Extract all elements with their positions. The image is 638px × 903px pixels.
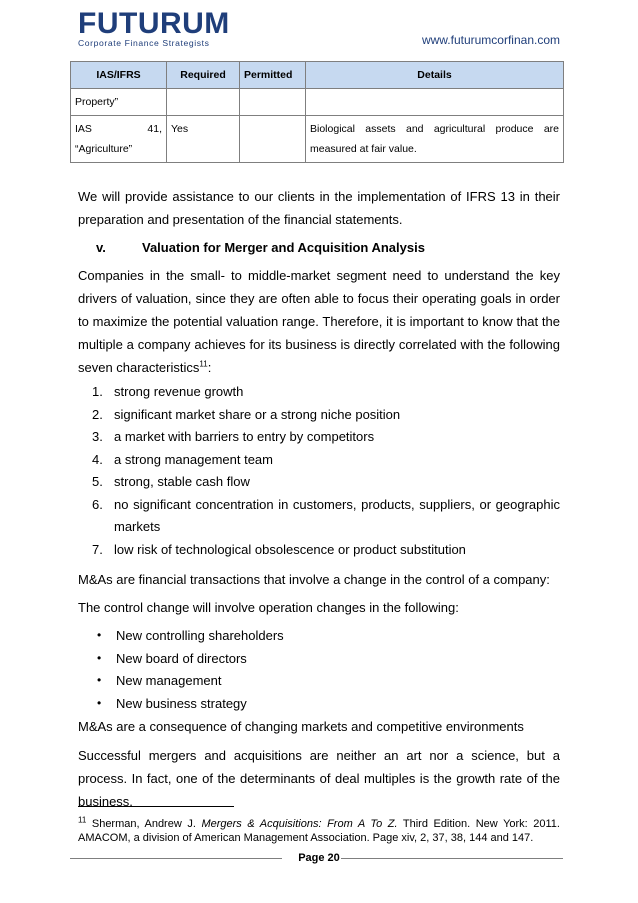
bullet-icon: • [97, 695, 102, 710]
table-cell [167, 89, 240, 116]
paragraph-successful-ma: Successful mergers and acquisitions are neither an art nor a science, but a process. In fact, one of the determinants of deal multiples is the growth rate of the business. [78, 748, 560, 809]
list-text: New management [116, 673, 222, 688]
cell-text: measured at fair value. [310, 143, 417, 155]
cell-text: IAS [75, 123, 92, 135]
paragraph-control-change: The control change will involve operation changes in the following: [78, 600, 459, 615]
cell-text: 41, [147, 123, 162, 135]
characteristics-list [92, 381, 560, 561]
list-item [92, 449, 560, 472]
list-text: New controlling shareholders [116, 628, 284, 643]
list-item [97, 670, 284, 693]
paragraph-valuation [78, 264, 560, 379]
control-change-list [97, 625, 284, 715]
list-number: 7. [92, 541, 103, 557]
col-header-permitted: Permitted [240, 62, 306, 89]
table-cell [240, 116, 306, 163]
footnote-separator [78, 806, 234, 807]
page-number: Page 20 [298, 852, 340, 864]
footnote-author: Sherman, Andrew J. [91, 818, 196, 830]
list-item [97, 648, 284, 671]
footnote [78, 817, 560, 845]
logo-wordmark: FUTURUM [78, 7, 230, 40]
list-number: 5. [92, 474, 103, 489]
col-header-required: Required [167, 62, 240, 89]
table-cell [240, 89, 306, 116]
bullet-icon: • [97, 650, 102, 665]
list-number: 6. [92, 496, 103, 512]
paragraph-ma-consequence: M&As are a consequence of changing markets and competitive environments [78, 719, 524, 734]
bullet-icon: • [97, 628, 102, 642]
footnote-number: 11 [78, 815, 87, 825]
footnote-title: Mergers & Acquisitions: From A To Z. [201, 818, 398, 830]
table-cell [306, 89, 564, 116]
list-text: strong, stable cash flow [114, 474, 250, 489]
list-number: 1. [92, 384, 103, 399]
footnote-ref[interactable]: 11 [199, 359, 208, 369]
footnote-details: Third Edition. New York: 2011. AMACOM, a division of American Management Association. Page xiv, 2, 37, 38, 144 and 147. [78, 818, 560, 844]
list-text: a market with barriers to entry by competitors [114, 429, 375, 444]
header-url[interactable]: www.futurumcorfinan.com [421, 33, 560, 47]
list-number: 4. [92, 451, 103, 467]
bullet-icon: • [97, 673, 102, 687]
table-cell [71, 116, 167, 163]
table-cell: Yes [167, 116, 240, 163]
table-cell: Property” [71, 89, 167, 116]
section-title: Valuation for Merger and Acquisition Analysis [142, 240, 425, 255]
col-header-ias-ifrs: IAS/IFRS [71, 62, 167, 89]
list-text: New business strategy [116, 695, 247, 711]
paragraph-text: Companies in the small- to middle-market segment need to understand the key drivers of valuation, since they are often able to focus their operating goals in order to maximize the potential valuation range. Therefore, it is important to know that the multiple a company achieves for its business is directly correlated with the following seven characteristics [78, 268, 560, 375]
list-item [97, 693, 284, 716]
list-text: no significant concentration in customers, products, suppliers, or geographic markets [114, 496, 560, 534]
list-number: 2. [92, 406, 103, 422]
cell-text: Biological assets and agricultural produce are [310, 123, 559, 135]
list-text: strong revenue growth [114, 384, 244, 399]
table-row [71, 116, 564, 163]
section-heading [96, 240, 425, 255]
list-text: significant market share or a strong niche position [114, 406, 401, 422]
list-text: New board of directors [116, 650, 247, 666]
table-row [71, 89, 564, 116]
table-cell [306, 116, 564, 163]
list-item [97, 625, 284, 648]
paragraph-ma-definition: M&As are financial transactions that involve a change in the control of a company: [78, 572, 550, 587]
paragraph-text: : [207, 360, 212, 375]
list-item [92, 471, 560, 494]
col-header-details: Details [306, 62, 564, 89]
table-header-row [71, 62, 564, 89]
section-number: v. [96, 240, 106, 255]
list-item [92, 539, 560, 562]
paragraph-ifrs13-assistance: We will provide assistance to our clients in the implementation of IFRS 13 in their preparation and presentation of the financial statements. [78, 189, 560, 227]
list-text: a strong management team [114, 451, 273, 467]
list-number: 3. [92, 429, 103, 444]
logo-tagline: Corporate Finance Strategists [78, 38, 210, 48]
cell-text: “Agriculture” [75, 143, 133, 155]
list-item [92, 426, 560, 449]
company-logo [78, 7, 230, 48]
cell-line [75, 119, 162, 139]
list-item [92, 381, 560, 404]
ifrs-table [70, 61, 564, 163]
list-item [92, 404, 560, 427]
list-text: low risk of technological obsolescence or product substitution [114, 541, 466, 557]
list-item [92, 494, 560, 539]
